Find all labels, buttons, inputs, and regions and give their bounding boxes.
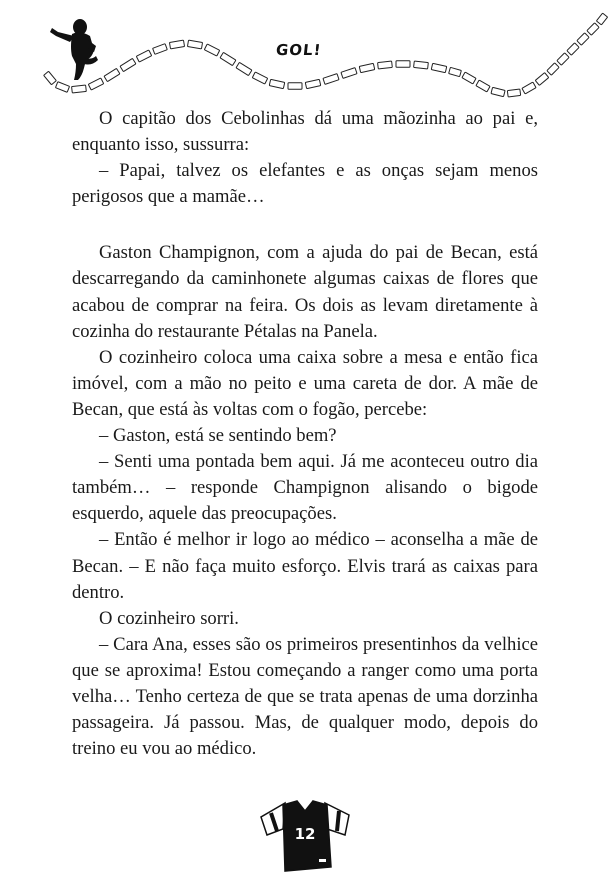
paragraph: O cozinheiro sorri. — [99, 607, 239, 629]
page-header — [0, 0, 609, 105]
body-text — [72, 106, 538, 762]
paragraph: – Cara Ana, esses são os primeiros presentinhos da velhice que se aproxima! Estou começando a ranger como uma porta velha… Tenho certeza de que se trata apenas de uma dorzinha passageira. Já passou. Mas, de qualquer modo, depois do treino eu vou ao médico. — [72, 633, 538, 760]
running-head-title: GOL! — [275, 41, 323, 59]
paragraph: – Gaston, está se sentindo bem? — [99, 425, 337, 447]
paragraph: – Papai, talvez os elefantes e as onças sejam menos perigosos que a mamãe… — [72, 160, 538, 208]
paragraph: O capitão dos Cebolinhas dá uma mãozinha ao pai e, enquanto isso, sussurra: — [72, 108, 538, 156]
paragraph: – Senti uma pontada bem aqui. Já me aconteceu outro dia também… – responde Champignon alisando o bigode esquerdo, aquele das preocupações. — [72, 451, 538, 525]
page-footer — [255, 795, 355, 880]
paragraph: Gaston Champignon, com a ajuda do pai de Becan, está descarregando da caminhonete algumas caixas de flores que acabou de comprar na feira. Os dois as levam diretamente à cozinha do restaurante Pétalas na Panela. — [72, 242, 538, 342]
paragraph: O cozinheiro coloca uma caixa sobre a mesa e então fica imóvel, com a mão no peito e uma careta de dor. A mãe de Becan, que está às voltas com o fogão, percebe: — [72, 346, 538, 420]
paragraph: – Então é melhor ir logo ao médico – aconselha a mãe de Becan. – E não faça muito esforço. Elvis trará as caixas para dentro. — [72, 529, 538, 603]
page-number: 12 — [294, 825, 316, 843]
soccer-player-icon — [50, 19, 98, 80]
wavy-path-icon — [44, 13, 608, 97]
